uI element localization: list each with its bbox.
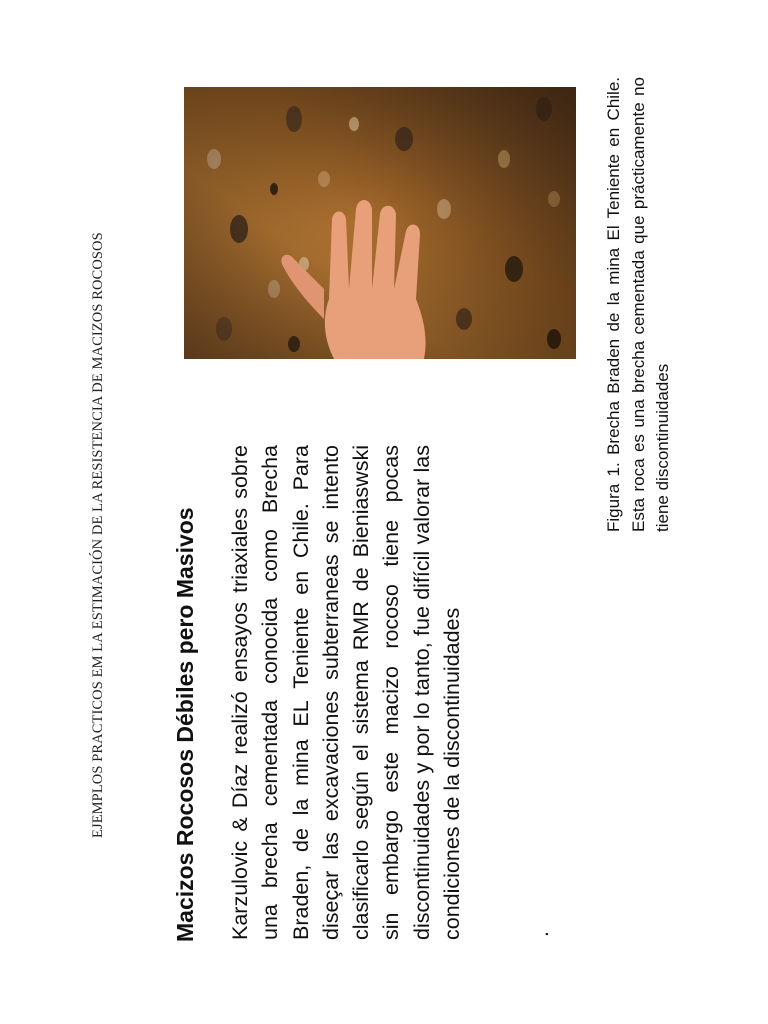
section-heading: Macizos Rocosos Débiles pero Masivos: [172, 507, 198, 942]
figure-photo: [184, 87, 576, 359]
running-header: EJEMPLOS PRACTICOS EM LA ESTIMACIÓN DE LA RESISTENCIA DE MACIZOS ROCOSOS: [90, 232, 106, 838]
body-paragraph: Karzulovic & Díaz realizó ensayos triaxiales sobre una brecha cementada conocida como Brecha Braden, de la mina EL Teniente en Chile. Para diseçar las excavaciones subterraneas se intento clasificarlo según el sistema RMR de Bieniaswski sin embargo este macizo rocoso tiene pocas discontinuidades y por lo tanto, fue difícil valorar las condiciones de la discontinuidades: [228, 445, 465, 940]
figure-caption: Figura 1. Brecha Braden de la mina El Teniente en Chile. Esta roca es una brecha cementada que prácticamente no tiene discontinuidades: [604, 77, 672, 532]
trailing-period: .: [530, 931, 553, 937]
